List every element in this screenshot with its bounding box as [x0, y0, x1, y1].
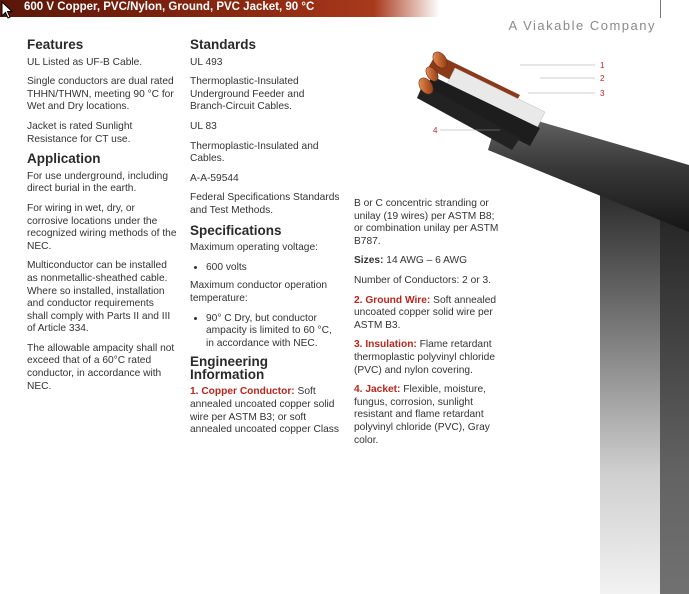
engineering-heading: Engineering Information — [190, 354, 269, 382]
standard-text: A-A-59544 — [190, 172, 239, 184]
engineering-label: 4. Jacket: — [354, 384, 401, 396]
standards-heading: Standards — [190, 37, 257, 52]
engineering-desc: Flexible, moisture, fungus, corrosion, sunlight resistant and flame retardant polyvinyl chloride (PVC), Gray color. — [354, 384, 490, 446]
callout-2: 2 — [600, 74, 605, 83]
engineering-label: 3. Insulation: — [354, 339, 417, 351]
features-heading: Features — [27, 37, 84, 52]
application-text: For wiring in wet, dry, or corrosive locations under the recognized wiring methods of the NEC. — [27, 202, 177, 252]
engineering-text — [354, 384, 500, 447]
standard-text: UL 493 — [190, 56, 223, 68]
page-title: 600 V Copper, PVC/Nylon, Ground, PVC Jacket, 90 °C — [24, 1, 315, 13]
engineering-text — [190, 386, 340, 436]
specifications-heading: Specifications — [190, 222, 282, 238]
standard-text: Thermoplastic-Insulated and Cables. — [190, 140, 319, 165]
spec-text: Maximum conductor operation temperature: — [190, 280, 328, 304]
engineering-text: B or C concentric stranding or unilay (19 wires) per ASTM B8; or combination unilay per ASTM B787. — [354, 198, 499, 247]
standard-text: UL 83 — [190, 120, 217, 132]
callout-1: 1 — [600, 61, 605, 70]
engineering-desc: Flame retardant thermoplastic polyvinyl chloride (PVC) and nylon covering. — [354, 339, 495, 376]
application-text: Multiconductor can be installed as nonmetallic-sheathed cable. Where so installed, installation and conductor requirements shall comply with Parts II and III of Article 334. — [27, 260, 171, 335]
application-heading: Application — [27, 151, 101, 167]
feature-text: Single conductors are dual rated THHN/THWN, meeting 90 °C for Wet and Dry locations. — [27, 76, 174, 113]
column-engineering — [354, 198, 500, 454]
engineering-desc: Soft annealed uncoated copper solid wire per ASTM B3; or soft annealed uncoated copper Class — [190, 386, 339, 436]
engineering-label: 1. Copper Conductor: — [190, 386, 295, 398]
spec-text: Maximum operating voltage: — [190, 242, 318, 254]
conductors-text: Number of Conductors: 2 or 3. — [354, 274, 492, 286]
callout-4: 4 — [433, 126, 438, 135]
feature-text: UL Listed as UF-B Cable. — [27, 56, 143, 68]
column-features — [27, 39, 177, 400]
application-text: The allowable ampacity shall not exceed that of a 60°C rated conductor, in accordance with NEC. — [27, 342, 175, 392]
standard-text: Thermoplastic-Insulated Underground Feeder and Branch-Circuit Cables. — [190, 76, 305, 113]
engineering-text — [354, 339, 500, 377]
spec-bullet: • 600 volts — [206, 262, 340, 275]
sizes-label: Sizes: — [354, 255, 384, 267]
engineering-text — [354, 295, 500, 333]
feature-text: Jacket is rated Sunlight Resistance for CT use. — [27, 120, 133, 145]
callout-3: 3 — [600, 89, 605, 98]
column-standards — [190, 39, 340, 444]
sizes-value: 14 AWG – 6 AWG — [383, 255, 468, 267]
spec-bullet: • 90° C Dry, but conductor ampacity is limited to 60 °C, in accordance with NEC. — [206, 313, 340, 351]
application-text: For use underground, including direct burial in the earth. — [27, 170, 169, 195]
sizes-text — [354, 255, 500, 268]
company-tagline: A Viakable Company — [508, 18, 656, 33]
engineering-desc: Soft annealed uncoated copper solid wire per ASTM B3. — [354, 294, 497, 331]
engineering-label: 2. Ground Wire: — [354, 294, 431, 306]
standard-text: Federal Specifications Standards and Test Methods. — [190, 192, 340, 216]
